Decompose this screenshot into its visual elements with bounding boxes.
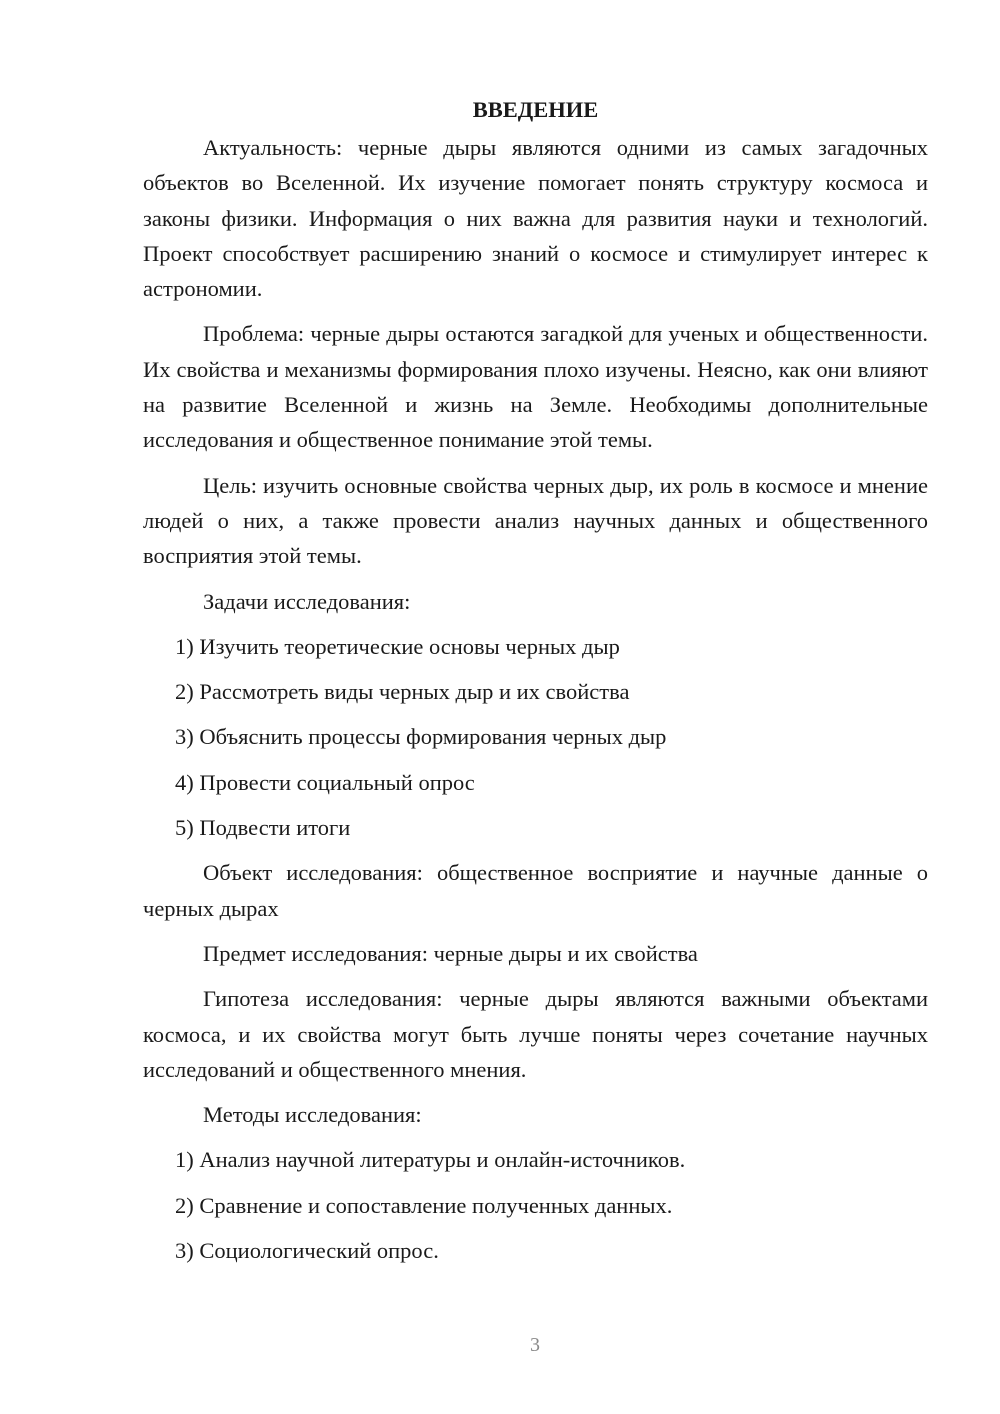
list-item: 1) Анализ научной литературы и онлайн-источников. <box>175 1147 686 1173</box>
list-item: 2) Сравнение и сопоставление полученных данных. <box>175 1192 673 1218</box>
list-item: 2) Рассмотреть виды черных дыр и их свойства <box>175 679 630 705</box>
methods-list <box>143 1142 928 1268</box>
subject-paragraph: Предмет исследования: черные дыры и их свойства <box>203 940 698 966</box>
document-page <box>143 92 928 1278</box>
list-item: 1) Изучить теоретические основы черных дыр <box>175 633 620 659</box>
list-item: 3) Объяснить процессы формирования черных дыр <box>175 724 667 750</box>
problem-paragraph: Проблема: черные дыры остаются загадкой для ученых и общественности. Их свойства и механизмы формирования плохо изучены. Неясно, как они влияют на развитие Вселенной и жизнь на Земле. Необходимы дополнительные исследования и общественное понимание этой темы. <box>143 321 928 453</box>
section-title: ВВЕДЕНИЕ <box>472 97 599 122</box>
hypothesis-paragraph: Гипотеза исследования: черные дыры являются важными объектами космоса, и их свойства могут быть лучше поняты через сочетание научных исследований и общественного мнения. <box>143 986 928 1082</box>
relevance-paragraph: Актуальность: черные дыры являются одними из самых загадочных объектов во Вселенной. Их изучение помогает понять структуру космоса и законы физики. Информация о них важна для развития науки и технологий. Проект способствует расширению знаний о космосе и стимулирует интерес к астрономии. <box>143 135 928 302</box>
list-item: 3) Социологический опрос. <box>175 1238 439 1264</box>
tasks-list <box>143 629 928 845</box>
list-item: 5) Подвести итоги <box>175 815 351 841</box>
page-number: 3 <box>530 1334 540 1356</box>
goal-paragraph: Цель: изучить основные свойства черных дыр, их роль в космосе и мнение людей о них, а также провести анализ научных данных и общественного восприятия этой темы. <box>143 472 928 569</box>
list-item: 4) Провести социальный опрос <box>175 769 475 795</box>
object-paragraph: Объект исследования: общественное восприятие и научные данные о черных дырах <box>143 860 928 921</box>
methods-heading: Методы исследования: <box>203 1102 422 1128</box>
tasks-heading: Задачи исследования: <box>203 588 411 614</box>
